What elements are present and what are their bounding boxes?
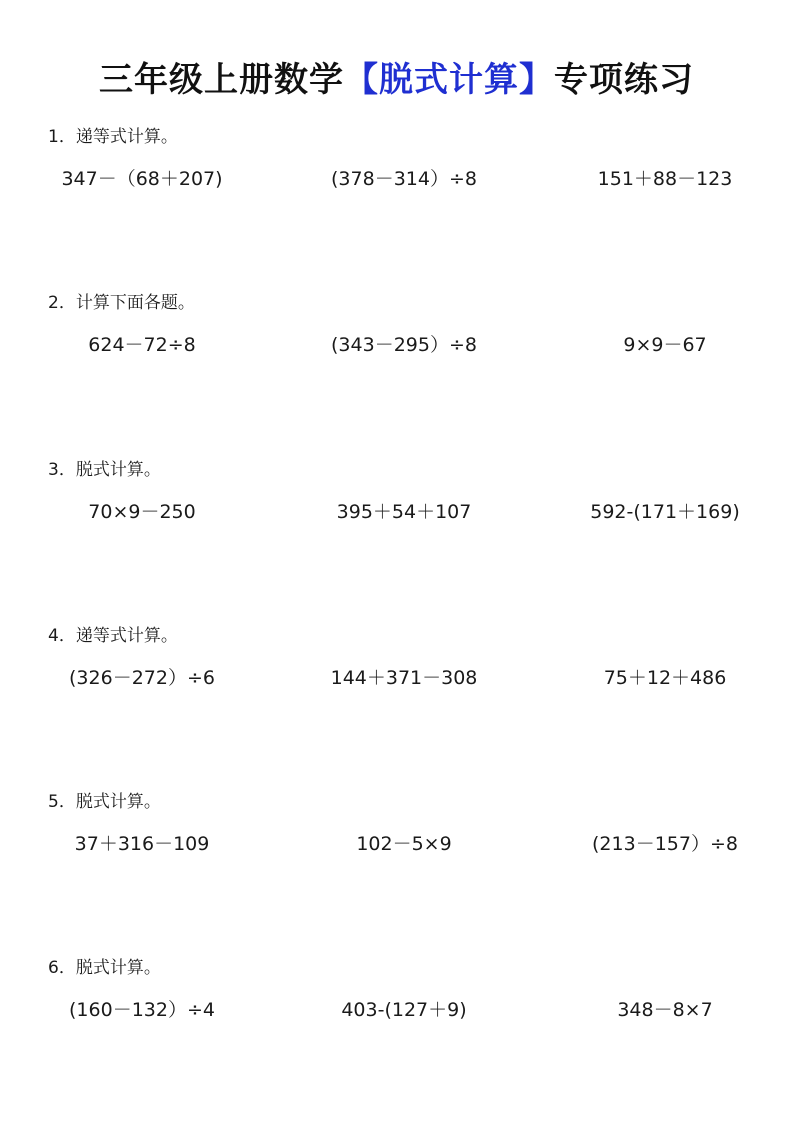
expression: (343－295）÷8 [331, 334, 477, 356]
expression: 403-(127＋9) [341, 999, 467, 1021]
expression: (378－314）÷8 [331, 168, 477, 190]
expression: 624－72÷8 [88, 334, 196, 356]
expression: 348－8×7 [617, 999, 713, 1021]
question-5 [0, 787, 793, 947]
question-1 [0, 122, 793, 282]
question-label: 6．脱式计算。 [48, 958, 161, 978]
question-3 [0, 455, 793, 615]
question-6 [0, 953, 793, 1113]
question-label: 2．计算下面各题。 [48, 293, 195, 313]
expression: 592-(171＋169) [590, 501, 740, 523]
expression: 37＋316－109 [74, 833, 210, 855]
expression: (326－272）÷6 [69, 667, 215, 689]
question-label: 4．递等式计算。 [48, 626, 178, 646]
question-2 [0, 288, 793, 448]
expression: (213－157）÷8 [592, 833, 738, 855]
expression: 395＋54＋107 [336, 501, 472, 523]
title-main: 三年级上册数学 [99, 60, 344, 100]
question-label: 5．脱式计算。 [48, 792, 161, 812]
question-label: 3．脱式计算。 [48, 460, 161, 480]
expression: 151＋88－123 [597, 168, 733, 190]
title-suffix: 专项练习 [554, 60, 694, 100]
expression: 347－（68＋207) [61, 168, 223, 190]
question-label: 1．递等式计算。 [48, 127, 178, 147]
expression: 102－5×9 [356, 833, 452, 855]
expression: 9×9－67 [623, 334, 707, 356]
expression: 70×9－250 [88, 501, 196, 523]
expression: 75＋12＋486 [603, 667, 727, 689]
title-highlight: 【脱式计算】 [344, 60, 554, 100]
expression: 144＋371－308 [330, 667, 478, 689]
page-title [0, 52, 793, 101]
question-4 [0, 621, 793, 781]
expression: (160－132）÷4 [69, 999, 215, 1021]
